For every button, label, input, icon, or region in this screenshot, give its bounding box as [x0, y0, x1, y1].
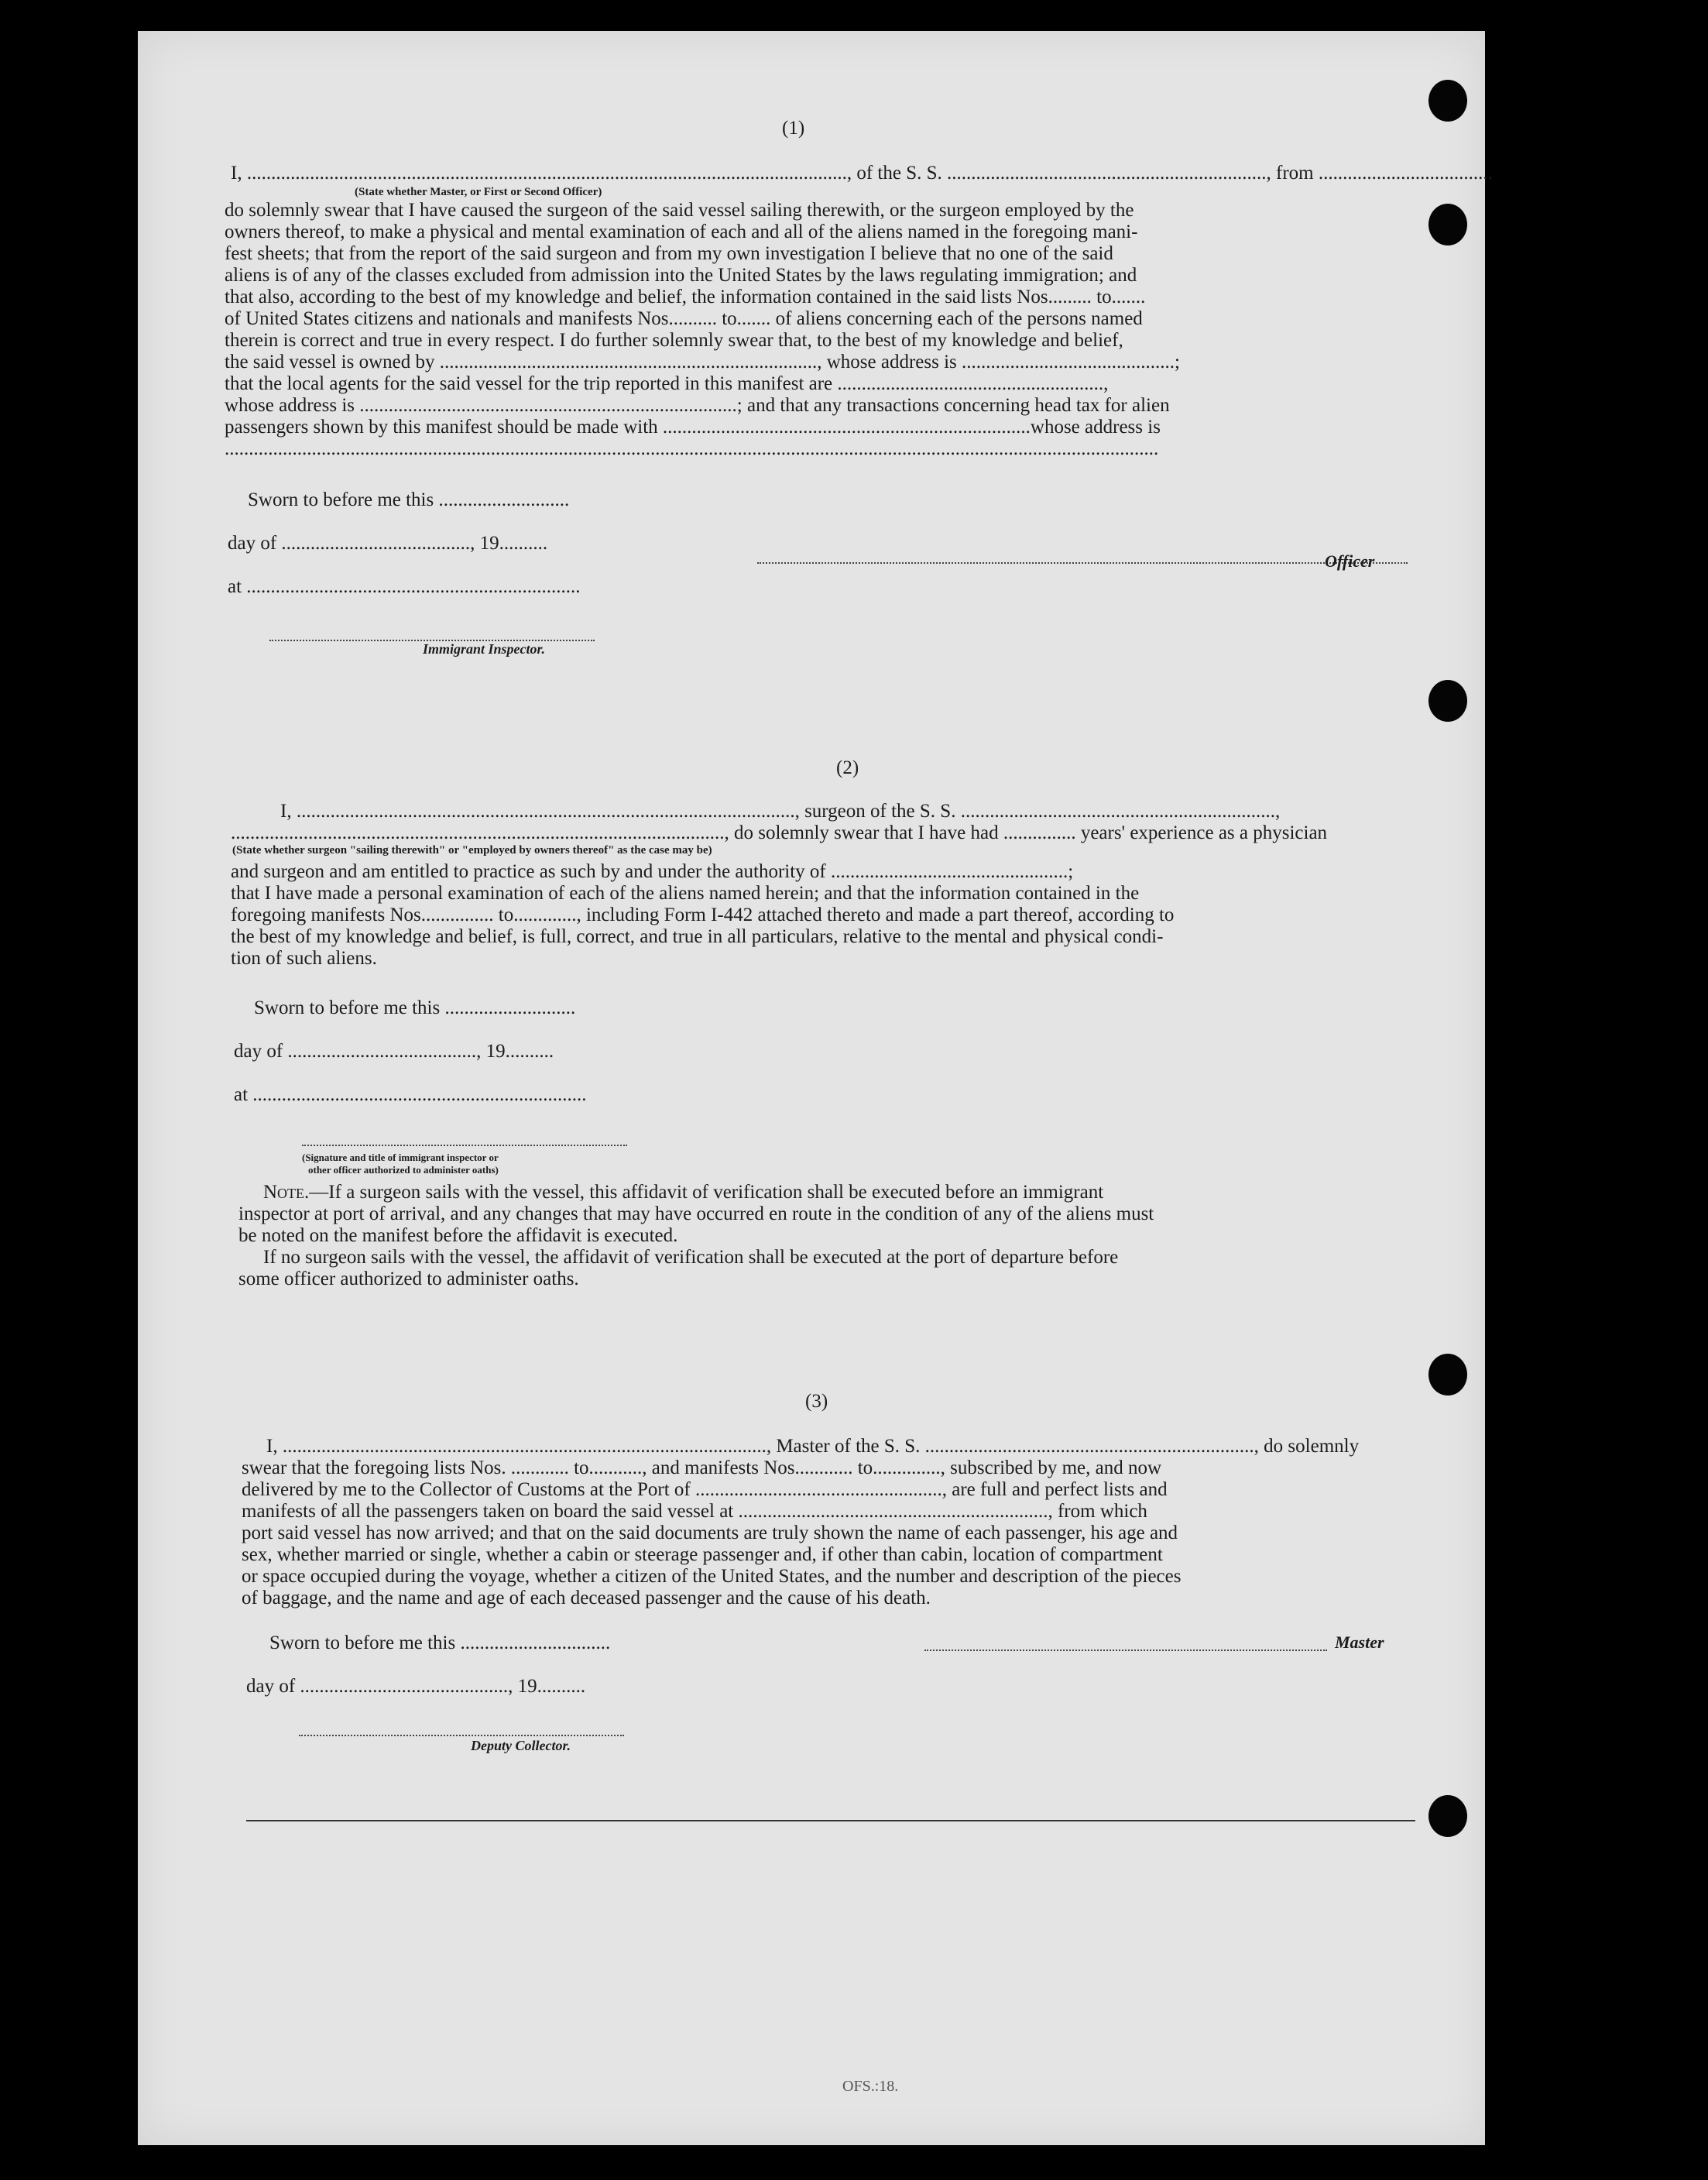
- section-2-oath-line-2: ......................................................................................................, do solemnly swear that I have had ............... years' experience as a physician: [231, 822, 1328, 843]
- section-1-line: whose address is ..............................................................................; and that any transactions concerning head tax for alien: [225, 395, 1170, 416]
- section-1-line: fest sheets; that from the report of the said surgeon and from my own investigation I believe that no one of the said: [225, 243, 1113, 264]
- immigrant-inspector-label: Immigrant Inspector.: [423, 641, 546, 657]
- note-line: some officer authorized to administer oaths.: [238, 1269, 579, 1289]
- note-line: be noted on the manifest before the affidavit is executed.: [238, 1225, 678, 1246]
- section-3-line: I, ...................................................................................................., Master of the S. S. ...................................................................., do solemnly: [266, 1436, 1360, 1457]
- section-1-line: passengers shown by this manifest should be made with ............................................................................whose address is: [225, 417, 1161, 438]
- bottom-rule: [246, 1820, 1415, 1821]
- section-2-signature-line: [302, 1145, 627, 1146]
- section-2-line: tion of such aliens.: [231, 948, 377, 969]
- punch-hole: [1428, 204, 1467, 245]
- punch-hole: [1428, 1795, 1467, 1837]
- punch-hole: [1428, 1354, 1467, 1396]
- note-text: —If a surgeon sails with the vessel, this affidavit of verification shall be executed before an immigrant: [309, 1182, 1104, 1203]
- section-3-line: of baggage, and the name and age of each deceased passenger and the cause of his death.: [242, 1588, 931, 1608]
- section-1-line: of United States citizens and nationals and manifests Nos.......... to....... of aliens concerning each of the persons named: [225, 308, 1143, 329]
- section-1-line: that the local agents for the said vessel for the trip reported in this manifest are .......................................................,: [225, 373, 1109, 394]
- section-1-line: do solemnly swear that I have caused the surgeon of the said vessel sailing therewith, or the surgeon employed by the: [225, 200, 1134, 221]
- section-2-at: at .....................................................................: [234, 1084, 587, 1105]
- section-2-signature-caption-1: (Signature and title of immigrant inspector or: [302, 1152, 499, 1163]
- section-2-caption: (State whether surgeon "sailing therewith" or "employed by owners thereof" as the case may be): [232, 844, 712, 857]
- section-3-line: or space occupied during the voyage, whether a citizen of the United States, and the number and description of the pieces: [242, 1566, 1182, 1587]
- officer-label: Officer: [1325, 551, 1375, 571]
- punch-hole: [1428, 80, 1467, 122]
- section-1-line: the said vessel is owned by .............................................................................., whose address is ............................................;: [225, 352, 1180, 372]
- section-3-line: sex, whether married or single, whether a cabin or steerage passenger and, if other than cabin, location of compartment: [242, 1544, 1163, 1565]
- footer-mark: OFS.:18.: [842, 2078, 899, 2095]
- section-3-number: (3): [805, 1391, 828, 1412]
- section-2-line: foregoing manifests Nos............... to............., including Form I-442 attached thereto and made a part thereof, according to: [231, 905, 1175, 925]
- officer-signature-line: [757, 562, 1408, 564]
- section-3-line: manifests of all the passengers taken on board the said vessel at ................................................................, from which: [242, 1501, 1147, 1522]
- section-1-sworn: Sworn to before me this ...........................: [248, 489, 570, 510]
- section-2-number: (2): [836, 757, 859, 778]
- section-1-line: .................................................................................................................................................................................................: [225, 438, 1159, 459]
- section-1-at: at .....................................................................: [228, 576, 581, 597]
- manifest-page: [138, 31, 1493, 2145]
- collector-signature-line: [299, 1735, 624, 1736]
- punch-hole: [1428, 680, 1467, 722]
- section-1-caption: (State whether Master, or First or Second Officer): [355, 186, 602, 198]
- section-1-day: day of ......................................., 19..........: [228, 533, 548, 554]
- section-3-sworn: Sworn to before me this ...............................: [269, 1632, 611, 1653]
- section-3-line: swear that the foregoing lists Nos. ............ to..........., and manifests Nos............ to.............., subscribed by me, and now: [242, 1457, 1162, 1478]
- section-1-line: owners thereof, to make a physical and mental examination of each and all of the aliens named in the foregoing mani-: [225, 221, 1138, 242]
- master-label: Master: [1335, 1632, 1384, 1652]
- section-1-oath-line: I, ............................................................................................................................, of the S. S. .................................................................., from ....................................: [231, 163, 1493, 184]
- note-line: inspector at port of arrival, and any changes that may have occurred en route in the condition of any of the aliens must: [238, 1203, 1154, 1224]
- section-1-number: (1): [782, 118, 805, 139]
- section-2-line: and surgeon and am entitled to practice as such by and under the authority of .................................................;: [231, 861, 1074, 882]
- section-3-day: day of ..........................................., 19..........: [246, 1676, 586, 1697]
- section-2-signature-caption-2: other officer authorized to administer oaths): [308, 1164, 499, 1176]
- master-signature-line: [924, 1650, 1327, 1651]
- section-1-line: therein is correct and true in every respect. I do further solemnly swear that, to the best of my knowledge and belief,: [225, 330, 1123, 351]
- note-line: If no surgeon sails with the vessel, the affidavit of verification shall be executed at the port of departure before: [263, 1247, 1119, 1268]
- deputy-collector-label: Deputy Collector.: [471, 1738, 571, 1753]
- note-label: Note.: [263, 1182, 310, 1203]
- section-3-line: port said vessel has now arrived; and that on the said documents are truly shown the name of each passenger, his age and: [242, 1523, 1178, 1543]
- section-1-line: that also, according to the best of my knowledge and belief, the information contained in the said lists Nos......... to.......: [225, 287, 1146, 307]
- section-2-oath-line-1: I, ......................................................................................................., surgeon of the S. S. .................................................................,: [280, 801, 1281, 822]
- section-1-line: aliens is of any of the classes excluded from admission into the United States by the laws regulating immigration; and: [225, 265, 1137, 286]
- section-2-sworn: Sworn to before me this ...........................: [254, 997, 576, 1018]
- note-first-line: [263, 1182, 1103, 1203]
- section-2-line: that I have made a personal examination of each of the aliens named herein; and that the information contained in the: [231, 883, 1140, 904]
- section-3-line: delivered by me to the Collector of Customs at the Port of ..................................................., are full and perfect lists and: [242, 1479, 1168, 1500]
- section-2-line: the best of my knowledge and belief, is full, correct, and true in all particulars, relative to the mental and physical condi-: [231, 926, 1164, 947]
- section-2-day: day of ......................................., 19..........: [234, 1041, 554, 1062]
